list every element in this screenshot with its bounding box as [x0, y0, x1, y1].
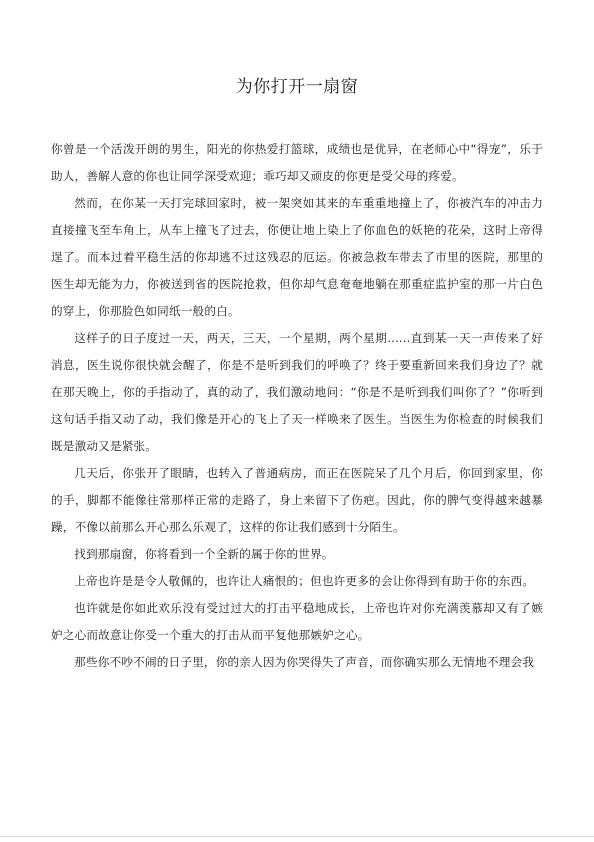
- page-bottom-divider: [0, 836, 594, 837]
- page-title: 为你打开一扇窗: [235, 77, 359, 97]
- paragraph-5: 找到那扇窗，你将看到一个全新的属于你的世界。: [74, 547, 334, 561]
- paragraph-7: 也许就是你如此欢乐没有受过过大的打击平稳地成长，上帝也许对你充满羡慕却又有了嫉妒之心而故意让你受一个重大的打击从而平复他那嫉妒之心。: [51, 601, 543, 642]
- document-body: [51, 136, 543, 676]
- paragraph-6: 上帝也许是是令人敬佩的，也许让人痛恨的；但也许更多的会让你得到有助于你的东西。: [74, 574, 535, 588]
- paragraph-8: 那些你不吵不闹的日子里，你的亲人因为你哭得失了声音，而你确实那么无情地不理会我: [74, 655, 535, 669]
- paragraph-3: 这样子的日子度过一天，两天，三天，一个星期，两个星期......直到某一天一声传来了好消息，医生说你很快就会醒了，你是不是听到我们的呼唤了？终于要重新回来我们身边了？就在那天晚上，你的手指动了，真的动了，我们激动地问：“你是不是听到我们叫你了？”你听到这句话手指又动了动，我们像是开心的飞上了天一样唤来了医生。当医生为你检查的时候我们既是激动又是紧张。: [51, 331, 543, 453]
- paragraph-2: 然而，在你某一天打完球回家时，被一架突如其来的车重重地撞上了，你被汽车的冲击力直接撞飞至车角上，从车上撞飞了过去，你便让地上染上了你血色的妖艳的花朵，这时上帝得逞了。而本过着平稳生活的你却逃不过这残忍的厄运。你被急救车带去了市里的医院，那里的医生却无能为力，你被送到省的医院抢救，但你却气息奄奄地躺在那重症监护室的那一片白色的穿上，你那脸色如同纸一般的白。: [51, 196, 543, 318]
- paragraph-4: 几天后，你张开了眼睛，也转入了普通病房，而正在医院呆了几个月后，你回到家里，你的手，脚都不能像往常那样正常的走路了，身上来留下了伤疤。因此，你的脾气变得越来越暴躁，不像以前那么开心那么乐观了，这样的你让我们感到十分陌生。: [51, 466, 543, 534]
- paragraph-1: 你曾是一个活泼开朗的男生，阳光的你热爱打篮球，成绩也是优异，在老师心中“得宠”，乐于助人，善解人意的你也让同学深受欢迎；乖巧却又顽皮的你更是受父母的疼爱。: [51, 142, 543, 183]
